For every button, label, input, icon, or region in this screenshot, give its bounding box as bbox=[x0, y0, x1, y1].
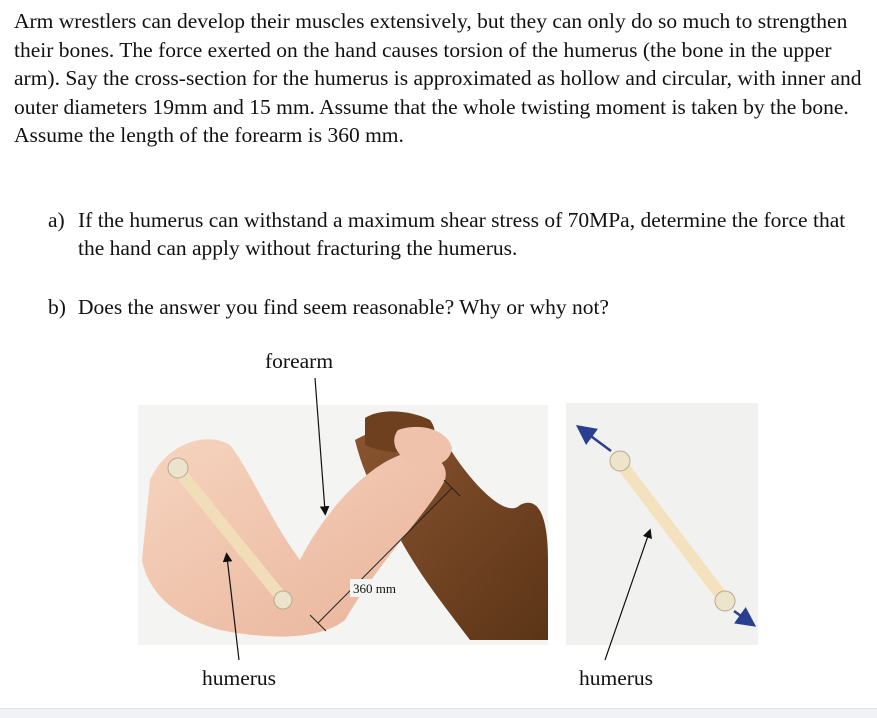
humerus-label-right: humerus bbox=[579, 666, 654, 690]
forearm-label: forearm bbox=[265, 349, 334, 373]
question-a-text: If the humerus can withstand a maximum shear stress of 70MPa, determine the force that the hand can apply without fracturing the humerus. bbox=[78, 208, 846, 260]
question-b-text: Does the answer you find seem reasonable? Why or why not? bbox=[78, 295, 609, 319]
question-a-marker: a) bbox=[48, 208, 65, 232]
dimension-label: 360 mm bbox=[353, 581, 396, 596]
problem-statement: Arm wrestlers can develop their muscles extensively, but they can only do so much to strengthen their bones. The force exerted on the hand causes torsion of the humerus (the bone in the upper arm). Say the cross-section for the humerus is approximated as hollow and circular, with inner and outer diameters 19mm and 15 mm. Assume that the whole twisting moment is taken by the bone. Assume the length of the forearm is 360 mm. bbox=[14, 9, 862, 147]
question-b-marker: b) bbox=[48, 295, 66, 319]
humerus-label-left: humerus bbox=[202, 666, 277, 690]
